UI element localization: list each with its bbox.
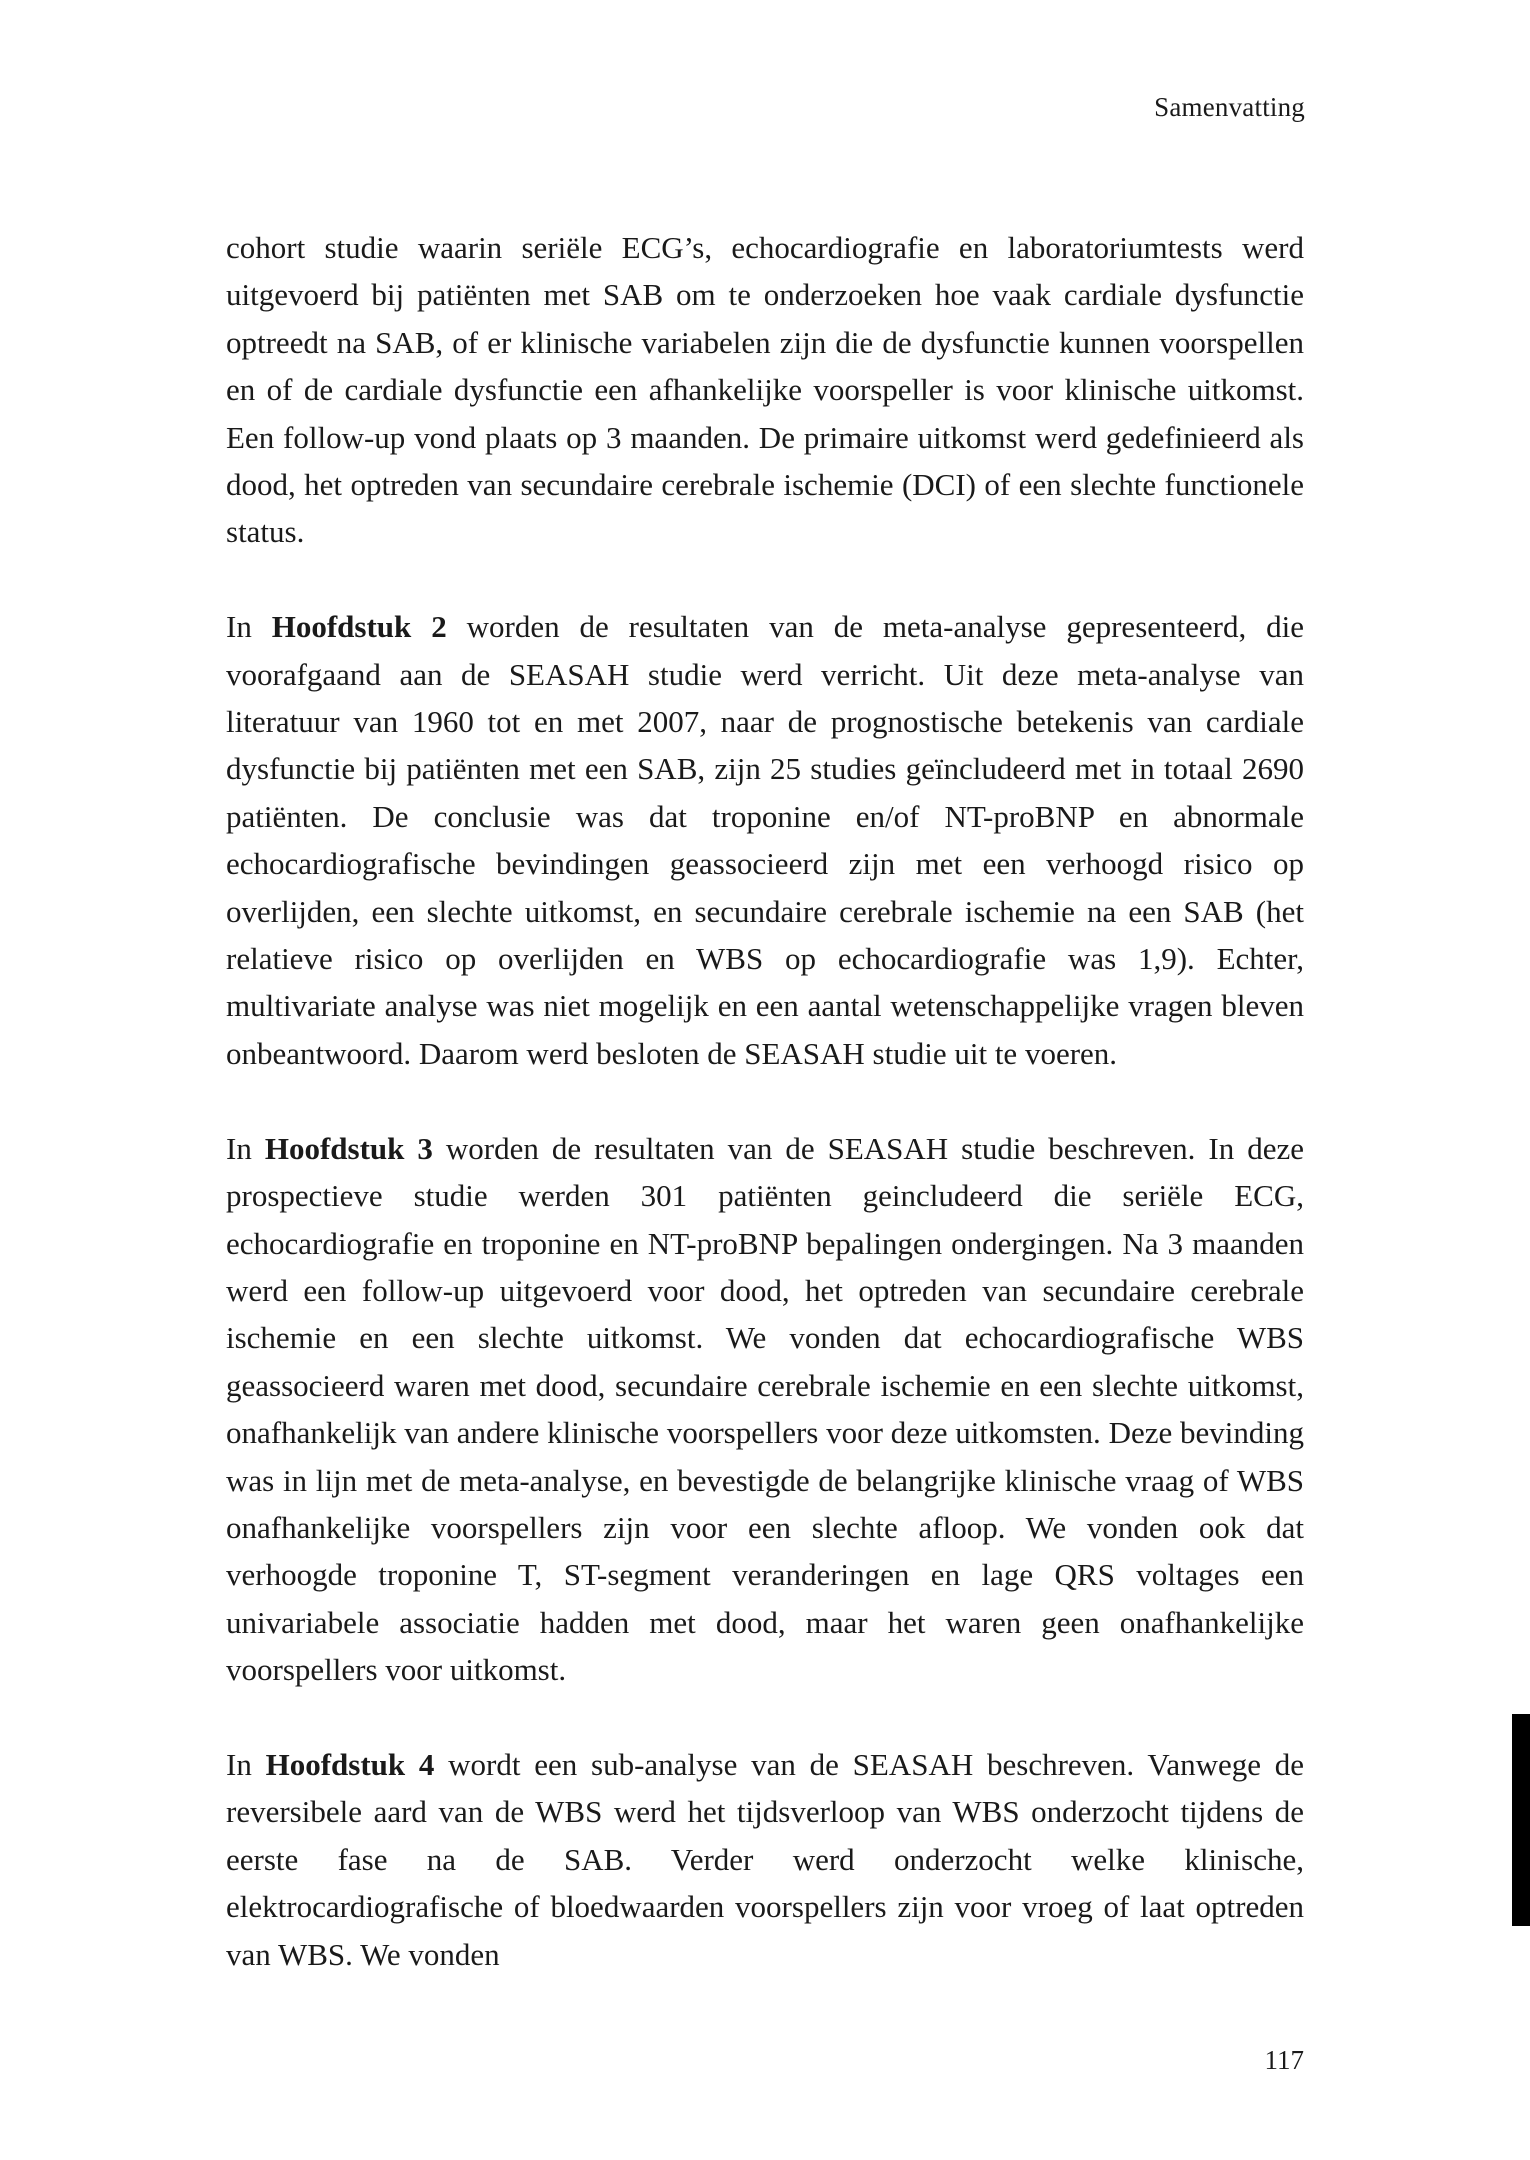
paragraph-4-lead: In (226, 1746, 266, 1782)
chapter-4-heading: Hoofdstuk 4 (265, 1746, 435, 1782)
paragraph-2 (226, 603, 1304, 1077)
chapter-3-heading: Hoofdstuk 3 (264, 1130, 433, 1166)
paragraph-3-lead: In (226, 1130, 265, 1166)
paragraph-3-text: worden de resultaten van de SEASAH studie beschreven. In deze prospectieve studie werden 301 patiënten geincludeerd die seriële ECG, echocardiografie en troponine en NT-proBNP bepalingen ondergingen. Na 3 maanden werd een follow-up uitgevoerd voor dood, het optreden van secundaire cerebrale ischemie en een slechte uitkomst. We vonden dat echocardiografische WBS geassocieerd waren met dood, secundaire cerebrale ischemie en een slechte uitkomst, onafhankelijk van andere klinische voorspellers voor deze uitkomsten. Deze bevinding was in lijn met de meta-analyse, en bevestigde de belangrijke klinische vraag of WBS onafhankelijke voorspellers zijn voor een slechte afloop. We vonden ook dat verhoogde troponine T, ST-segment veranderingen en lage QRS voltages een univariabele associatie hadden met dood, maar het waren geen onafhankelijke voorspellers voor uitkomst. (226, 1130, 1305, 1688)
paragraph-2-text: worden de resultaten van de meta-analyse gepresenteerd, die voorafgaand aan de SEASAH studie werd verricht. Uit deze meta-analyse van literatuur van 1960 tot en met 2007, naar de prognostische betekenis van cardiale dysfunctie bij patiënten met een SAB, zijn 25 studies geïncludeerd met in totaal 2690 patiënten. De conclusie was dat troponine en/of NT-proBNP en abnormale echocardiografische bevindingen geassocieerd zijn met een verhoogd risico op overlijden, een slechte uitkomst, en secundaire cerebrale ischemie na een SAB (het relatieve risico op overlijden en WBS op echocardiografie was 1,9). Echter, multivariate analyse was niet mogelijk en een aantal wetenschappelijke vragen bleven onbeantwoord. Daarom werd besloten de SEASAH studie uit te voeren. (226, 609, 1305, 1071)
paragraph-4-text: wordt een sub-analyse van de SEASAH beschreven. Vanwege de reversibele aard van de WBS werd het tijdsverloop van WBS onderzocht tijdens de eerste fase na de SAB. Verder werd onderzocht welke klinische, elektrocardiografische of bloedwaarden voorspellers zijn voor vroeg of laat optreden van WBS. We vonden (226, 1746, 1305, 1972)
paragraph-2-lead: In (226, 609, 272, 645)
running-header: Samenvatting (1154, 92, 1305, 122)
page-number: 117 (1264, 2045, 1304, 2075)
chapter-thumb-tab (1512, 1714, 1530, 1926)
chapter-2-heading: Hoofdstuk 2 (271, 609, 447, 645)
body-text (226, 224, 1304, 1978)
paragraph-3 (226, 1125, 1304, 1694)
paragraph-1-text: cohort studie waarin seriële ECG’s, echocardiografie en laboratoriumtests werd uitgevoerd bij patiënten met SAB om te onderzoeken hoe vaak cardiale dysfunctie optreedt na SAB, of er klinische variabelen zijn die de dysfunctie kunnen voorspellen en of de cardiale dysfunctie een afhankelijke voorspeller is voor klinische uitkomst. Een follow-up vond plaats op 3 maanden. De primaire uitkomst werd gedefinieerd als dood, het optreden van secundaire cerebrale ischemie (DCI) of een slechte functionele status. (226, 230, 1304, 550)
paragraph-1 (226, 224, 1304, 556)
paragraph-4 (226, 1741, 1304, 1978)
